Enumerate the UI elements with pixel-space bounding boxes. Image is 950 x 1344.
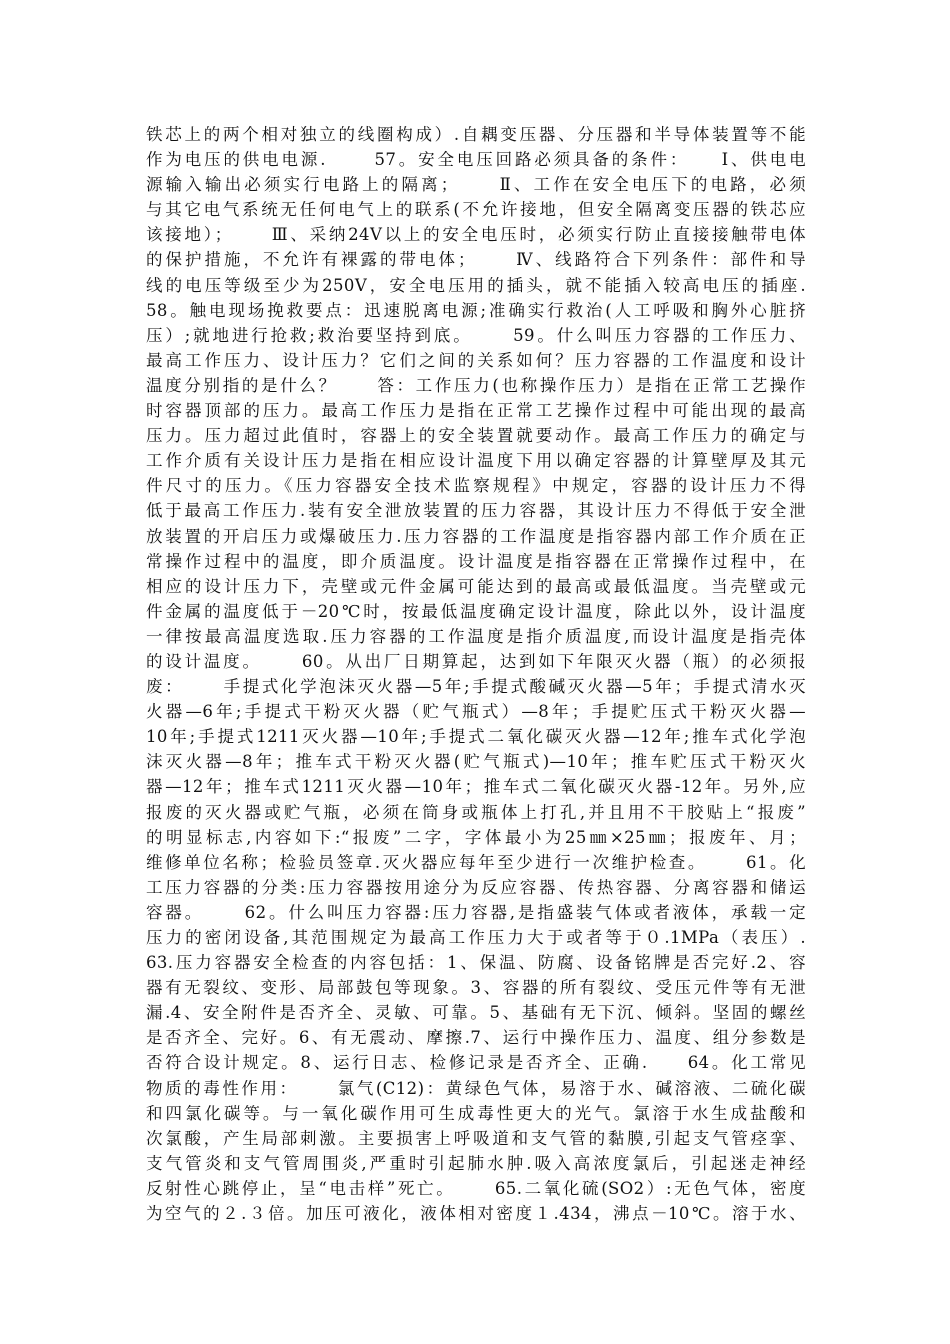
text-line: 工作介质有关设计压力是指在相应设计温度下用以确定容器的计算壁厚及其元	[146, 451, 806, 471]
text-line: 件尺寸的压力。《压力容器安全技术监察规程》中规定，容器的设计压力不得	[146, 476, 806, 496]
text-line: 相应的设计压力下，壳壁或元件金属可能达到的最高或最低温度。当壳壁或元	[146, 576, 806, 596]
text-line: 63.压力容器安全检查的内容包括：1、保温、防腐、设备铭牌是否完好.2、容	[146, 953, 806, 973]
text-line: 支气管炎和支气管周围炎,严重时引起肺水肿.吸入高浓度氯后，引起迷走神经	[146, 1153, 806, 1173]
text-line: 件金属的温度低于－20℃时，按最低温度确定设计温度，除此以外，设计温度	[146, 601, 806, 621]
text-line: 该接地）； Ⅲ、采纳24V以上的安全电压时，必须实行防止直接接触带电体	[146, 225, 806, 245]
text-line: 10年;手提式1211灭火器—10年;手提式二氧化碳灭火器—12年;推车式化学泡	[146, 727, 806, 747]
text-line: 源输入输出必须实行电路上的隔离； Ⅱ、工作在安全电压下的电路，必须	[146, 175, 806, 195]
text-line: 的保护措施，不允许有裸露的带电体； Ⅳ、线路符合下列条件：部件和导	[146, 250, 806, 270]
text-line: 报废的灭火器或贮气瓶，必须在筒身或瓶体上打孔,并且用不干胶贴上“报废”	[146, 802, 806, 822]
text-line: 与其它电气系统无任何电气上的联系(不允许接地，但安全隔离变压器的铁芯应	[146, 200, 806, 220]
text-line: 否符合设计规定。8、运行日志、检修记录是否齐全、正确. 64。化工常见	[146, 1053, 806, 1073]
text-line: 线的电压等级至少为250V，安全电压用的插头，就不能插入较高电压的插座.	[146, 275, 806, 295]
text-line: 压）;就地进行抢救;救治要坚持到底。 59。什么叫压力容器的工作压力、	[146, 325, 806, 345]
text-line: 铁芯上的两个相对独立的线圈构成）.自耦变压器、分压器和半导体装置等不能	[146, 125, 806, 144]
text-line: 是否齐全、完好。6、有无震动、摩擦.7、运行中操作压力、温度、组分参数是	[146, 1028, 806, 1048]
text-line: 反射性心跳停止，呈“电击样”死亡。 65.二氧化硫(SO2）:无色气体，密度	[146, 1178, 806, 1198]
text-line: 一律按最高温度选取.压力容器的工作温度是指介质温度,而设计温度是指壳体	[146, 626, 806, 646]
text-line: 和四氯化碳等。与一氧化碳作用可生成毒性更大的光气。氯溶于水生成盐酸和	[146, 1103, 806, 1123]
text-line: 压力。压力超过此值时，容器上的安全装置就要动作。最高工作压力的确定与	[146, 426, 806, 446]
text-line: 时容器顶部的压力。最高工作压力是指在正常工艺操作过程中可能出现的最高	[146, 401, 806, 421]
text-line: 58。触电现场挽救要点：迅速脱离电源;准确实行救治(人工呼吸和胸外心脏挤	[146, 300, 806, 320]
text-line: 器有无裂纹、变形、局部鼓包等现象。3、容器的所有裂纹、受压元件等有无泄	[146, 978, 806, 998]
text-line: 常操作过程中的温度，即介质温度。设计温度是指容器在正常操作过程中，在	[146, 551, 806, 571]
text-line: 器—12年；推车式1211灭火器—10年；推车式二氧化碳灭火器-12年。另外,应	[146, 777, 806, 797]
text-line: 工压力容器的分类:压力容器按用途分为反应容器、传热容器、分离容器和储运	[146, 877, 806, 897]
text-line: 的设计温度。 60。从出厂日期算起，达到如下年限灭火器（瓶）的必须报	[146, 651, 806, 671]
text-line: 次氯酸，产生局部刺激。主要损害上呼吸道和支气管的黏膜,引起支气管痉挛、	[146, 1128, 806, 1148]
text-line: 为空气的２.３倍。加压可液化，液体相对密度１.434，沸点－10℃。溶于水、	[146, 1204, 806, 1224]
text-line: 容器。 62。什么叫压力容器:压力容器,是指盛装气体或者液体，承载一定	[146, 902, 806, 922]
text-line: 的明显标志,内容如下:“报废”二字，字体最小为25㎜×25㎜；报废年、月；	[146, 827, 806, 847]
text-line: 低于最高工作压力.装有安全泄放装置的压力容器，其设计压力不得低于安全泄	[146, 501, 806, 521]
text-line: 最高工作压力、设计压力？它们之间的关系如何？压力容器的工作温度和设计	[146, 350, 806, 370]
text-line: 维修单位名称；检验员签章.灭火器应每年至少进行一次维护检查。 61。化	[146, 852, 806, 872]
text-line: 物质的毒性作用： 氯气(C12)：黄绿色气体，易溶于水、碱溶液、二硫化碳	[146, 1078, 806, 1098]
text-line: 废： 手提式化学泡沫灭火器—5年;手提式酸碱灭火器—5年；手提式清水灭	[146, 677, 806, 697]
text-line: 作为电压的供电电源. 57。安全电压回路必须具备的条件： Ⅰ、供电电	[146, 150, 806, 170]
text-line: 漏.4、安全附件是否齐全、灵敏、可靠。5、基础有无下沉、倾斜。坚固的螺丝	[146, 1003, 806, 1023]
document-body	[146, 122, 806, 1226]
text-line: 火器—6年;手提式干粉灭火器（贮气瓶式）—8年；手提贮压式干粉灭火器—	[146, 702, 806, 722]
text-line: 放装置的开启压力或爆破压力.压力容器的工作温度是指容器内部工作介质在正	[146, 526, 806, 546]
text-line: 沫灭火器—8年；推车式干粉灭火器(贮气瓶式)—10年；推车贮压式干粉灭火	[146, 752, 806, 772]
text-line: 压力的密闭设备,其范围规定为最高工作压力大于或者等于０.1MPa（表压）.	[146, 928, 806, 947]
text-line: 温度分别指的是什么？ 答：工作压力(也称操作压力）是指在正常工艺操作	[146, 375, 806, 395]
